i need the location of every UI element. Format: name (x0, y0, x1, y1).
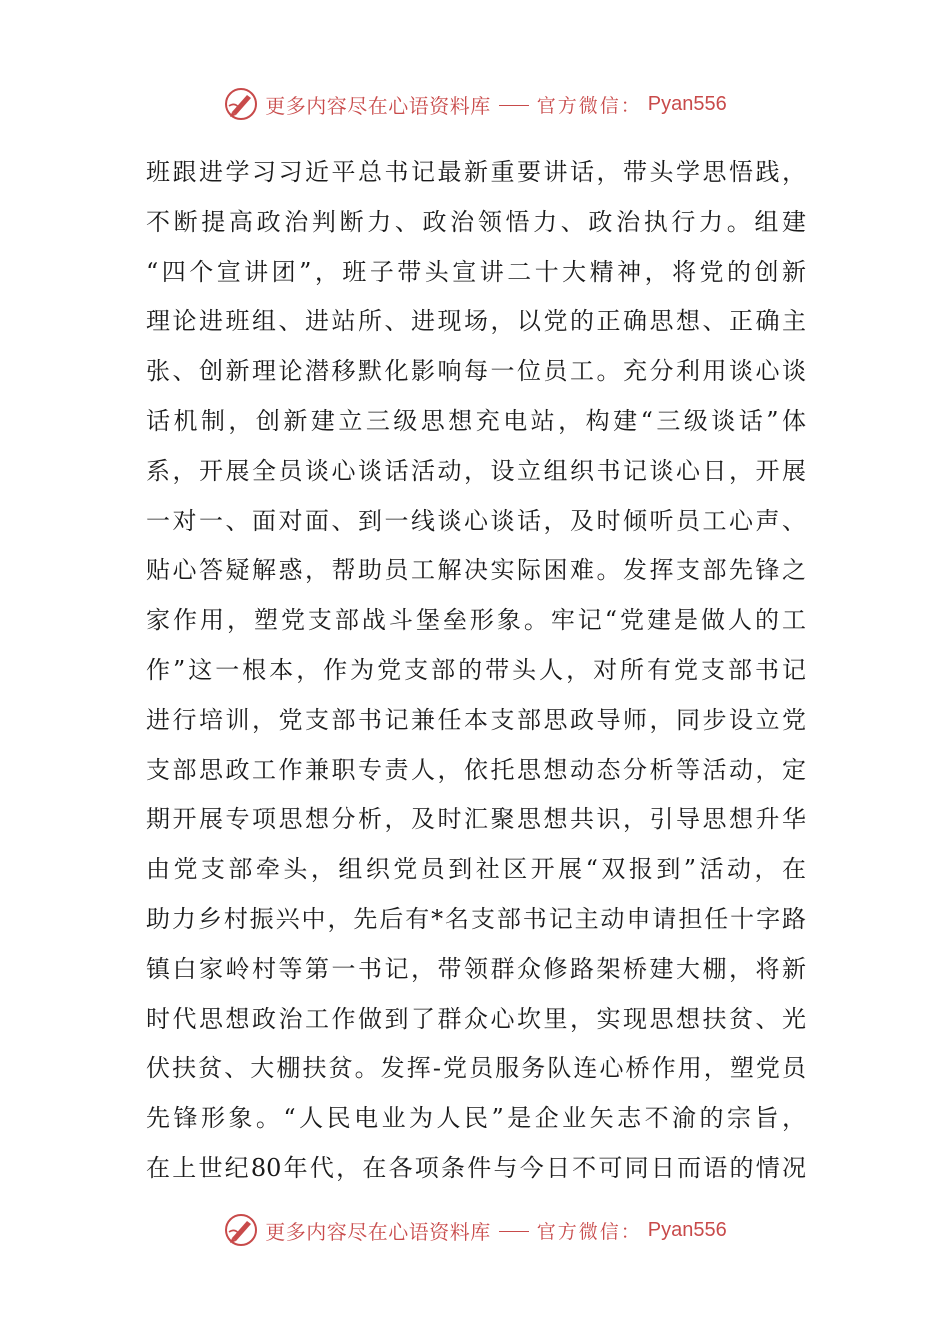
text-line: 不断提高政治判断力、政治领悟力、政治执行力。组建 (146, 207, 806, 236)
text-line: 在上世纪80年代，在各项条件与今日不可同日而语的情况 (146, 1153, 806, 1182)
footer-banner (0, 1208, 950, 1252)
text-line: 一对一、面对面、到一线谈心谈话，及时倾听员工心声、 (146, 506, 806, 535)
banner-separator (499, 1231, 529, 1232)
text-line: 家作用，塑党支部战斗堡垒形象。牢记“党建是做人的工 (146, 606, 806, 635)
header-banner (0, 82, 950, 126)
text-line: 镇白家岭村等第一书记，带领群众修路架桥建大棚，将新 (146, 954, 806, 983)
banner-label: 官方微信： (536, 1220, 642, 1243)
document-body (146, 148, 806, 1194)
text-line: 系，开展全员谈心谈话活动，设立组织书记谈心日，开展 (146, 456, 806, 485)
banner-separator (499, 105, 529, 106)
banner-wechat-id: Pyan556 (647, 92, 727, 115)
text-line: 助力乡村振兴中，先后有*名支部书记主动申请担任十字路 (146, 904, 806, 933)
text-line: 由党支部牵头，组织党员到社区开展“双报到”活动，在 (146, 855, 806, 884)
text-line: 期开展专项思想分析，及时汇聚思想共识，引导思想升华 (146, 805, 806, 834)
banner-text: 更多内容尽在心语资料库 (265, 93, 491, 118)
text-line: 张、创新理论潜移默化影响每一位员工。充分利用谈心谈 (146, 357, 806, 386)
text-line: “四个宣讲团”，班子带头宣讲二十大精神，将党的创新 (146, 257, 806, 286)
text-line: 贴心答疑解惑，帮助员工解决实际困难。发挥支部先锋之 (146, 556, 806, 585)
text-line: 先锋形象。“人民电业为人民”是企业矢志不渝的宗旨， (146, 1104, 806, 1133)
pen-seal-icon (223, 86, 259, 122)
text-line: 伏扶贫、大棚扶贫。发挥-党员服务队连心桥作用，塑党员 (146, 1054, 806, 1083)
banner-label: 官方微信： (536, 94, 642, 117)
banner-text: 更多内容尽在心语资料库 (265, 1219, 491, 1244)
text-line: 支部思政工作兼职专责人，依托思想动态分析等活动，定 (146, 755, 806, 784)
text-line: 话机制，创新建立三级思想充电站，构建“三级谈话”体 (146, 406, 806, 435)
text-line: 理论进班组、进站所、进现场，以党的正确思想、正确主 (146, 307, 806, 336)
text-line: 作”这一根本，作为党支部的带头人，对所有党支部书记 (146, 655, 806, 684)
banner-wechat-id: Pyan556 (647, 1218, 727, 1241)
text-line: 班跟进学习习近平总书记最新重要讲话，带头学思悟践， (146, 158, 806, 186)
text-line: 进行培训，党支部书记兼任本支部思政导师，同步设立党 (146, 705, 806, 734)
pen-seal-icon (223, 1212, 259, 1248)
text-line: 时代思想政治工作做到了群众心坎里，实现思想扶贫、光 (146, 1004, 806, 1033)
